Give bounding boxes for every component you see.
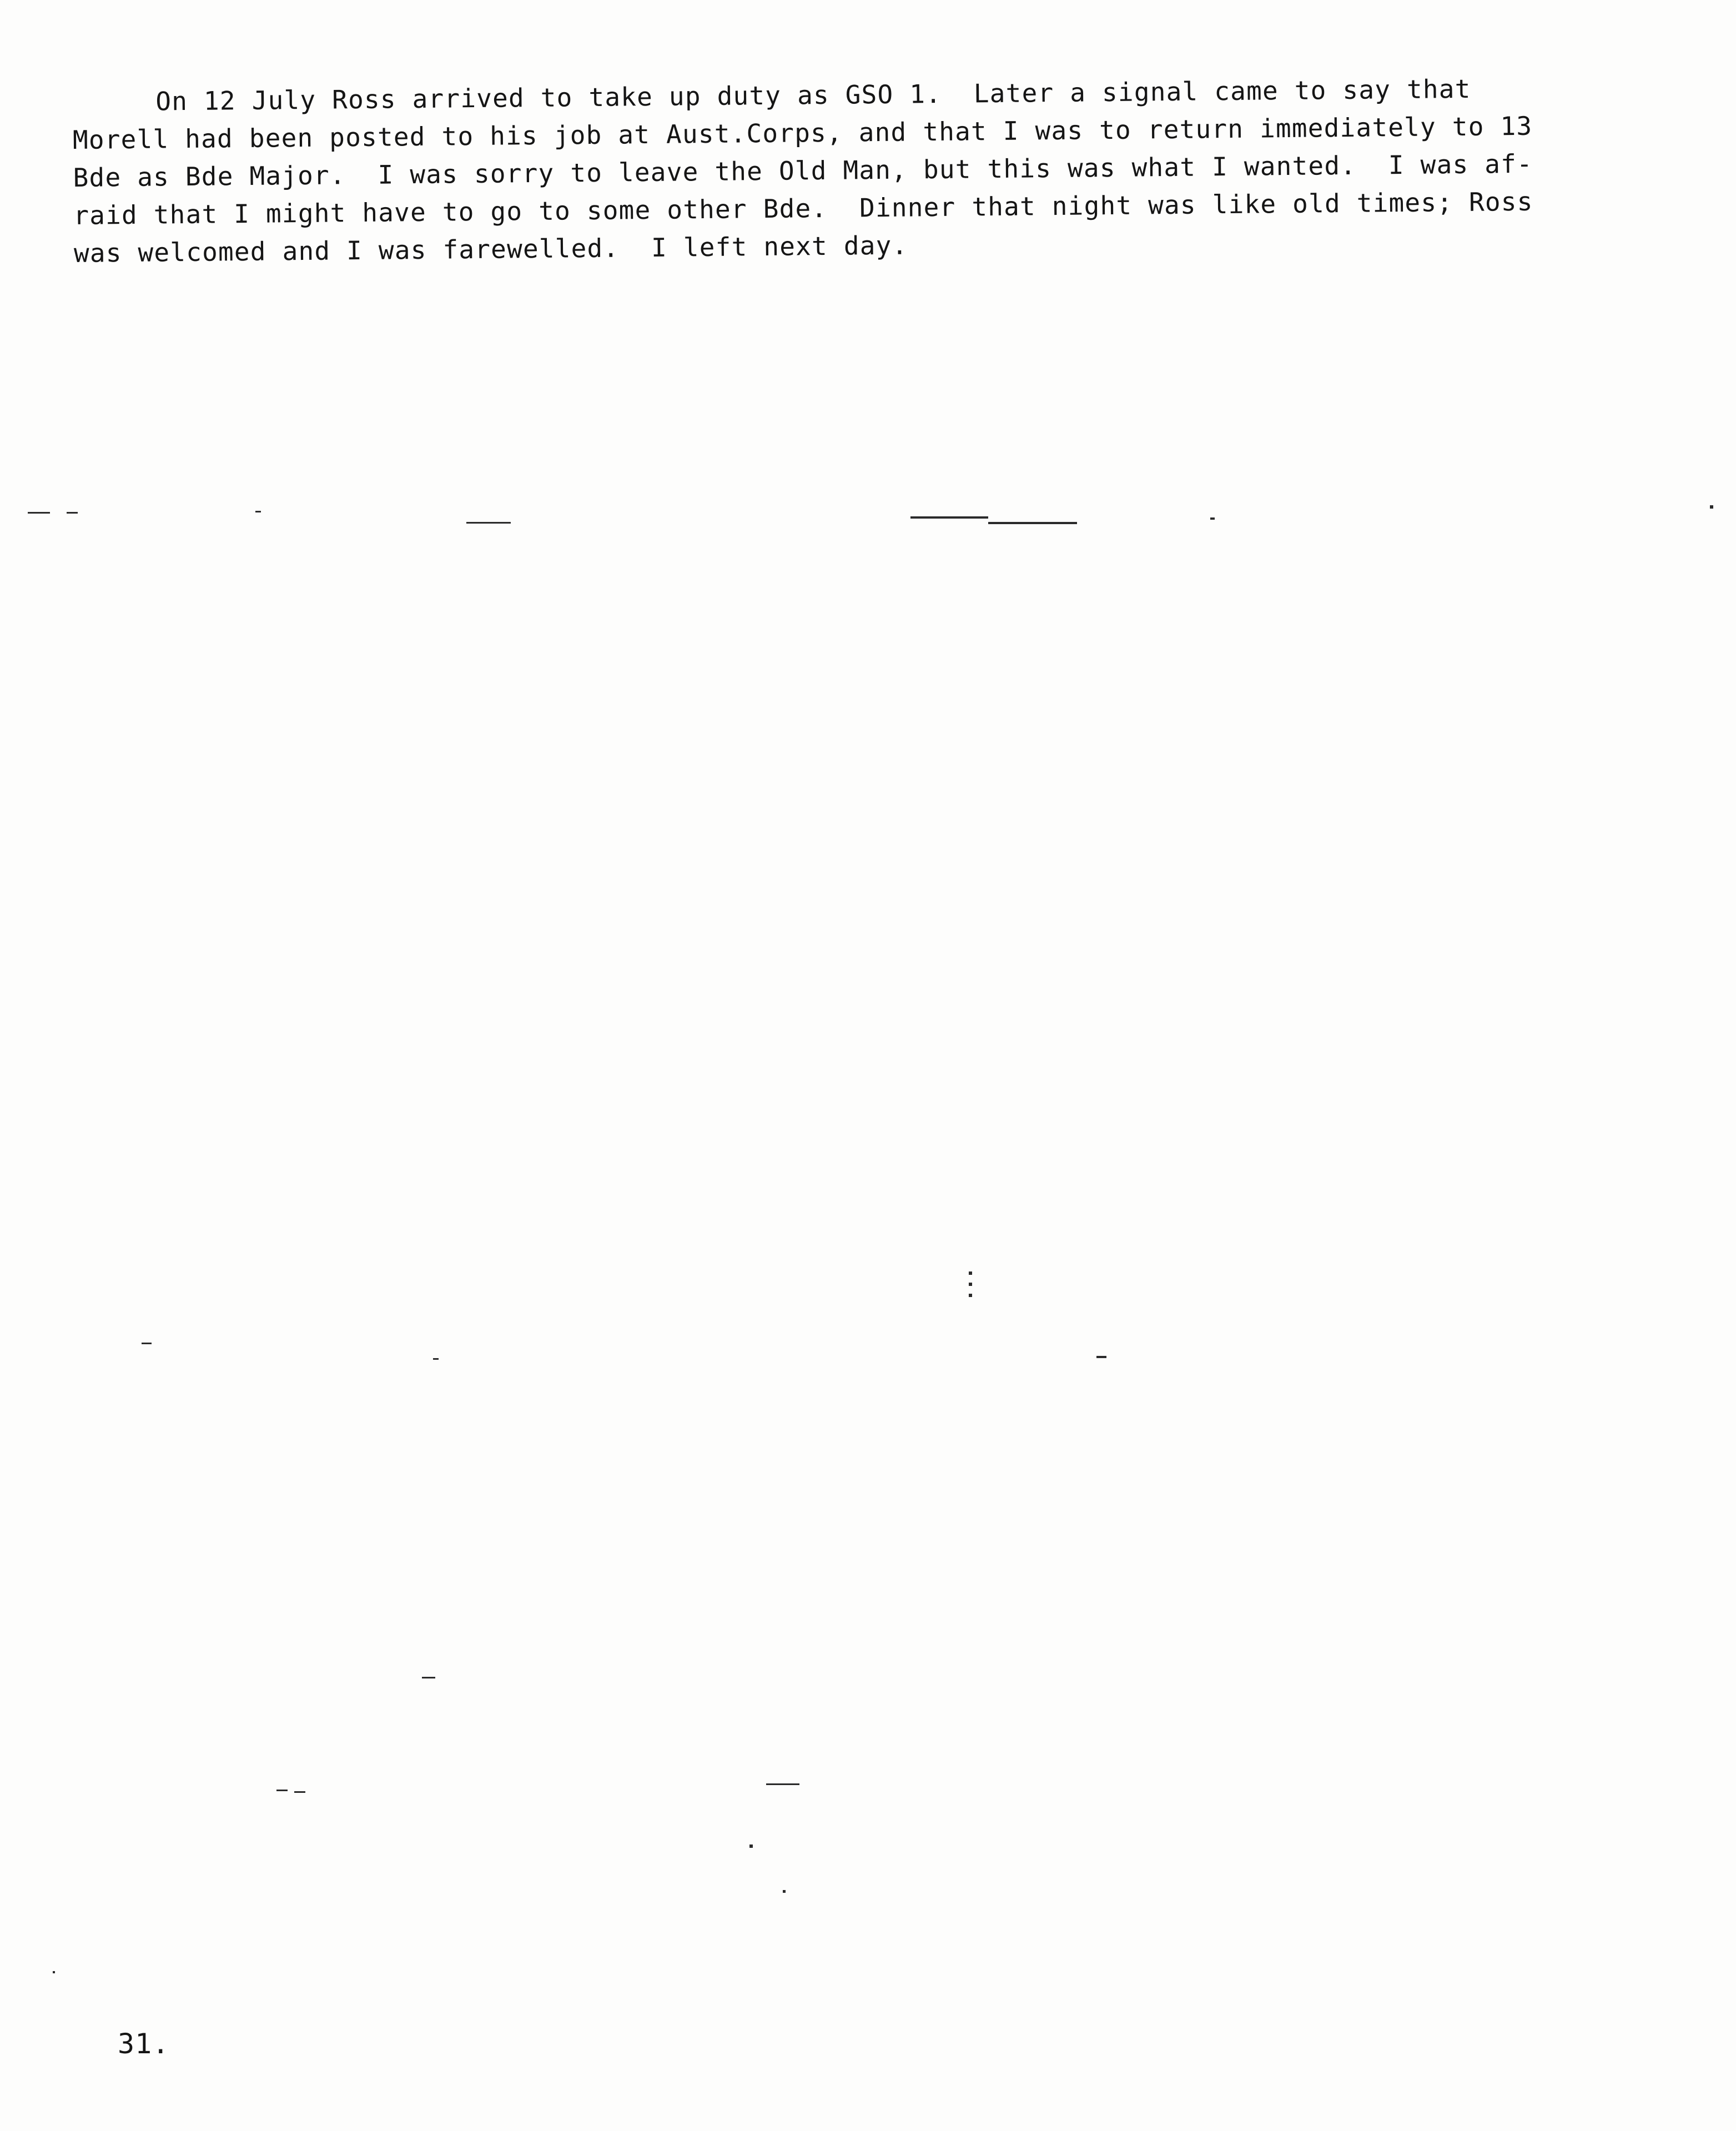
scan-mark	[766, 1783, 799, 1785]
paragraph-line: raid that I might have to go to some other Bde. Dinner that night was like old times; Ross	[73, 186, 1533, 230]
scan-mark	[1096, 1356, 1106, 1358]
scan-mark	[969, 1294, 972, 1297]
body-paragraph	[72, 68, 1628, 272]
scan-mark	[276, 1790, 288, 1791]
scan-mark	[910, 516, 988, 519]
scan-mark	[422, 1677, 435, 1678]
scan-mark	[53, 1971, 55, 1973]
paragraph-line: On 12 July Ross arrived to take up duty as GSO 1. Later a signal came to say that	[155, 73, 1471, 117]
scan-mark	[466, 522, 511, 524]
paragraph-line: Bde as Bde Major. I was sorry to leave the Old Man, but this was what I wanted. I was af-	[73, 148, 1533, 193]
page-number: 31.	[118, 2028, 170, 2060]
scan-mark	[67, 512, 78, 514]
scan-mark	[28, 512, 50, 514]
scan-mark	[969, 1271, 972, 1275]
scan-mark	[255, 511, 261, 512]
scan-mark	[1210, 517, 1215, 520]
paragraph-line: was welcomed and I was farewelled. I left next day.	[73, 230, 908, 268]
scan-mark	[749, 1844, 753, 1848]
scan-mark	[294, 1791, 305, 1793]
scan-mark	[433, 1358, 439, 1360]
scan-mark	[969, 1283, 972, 1286]
paragraph-line: Morell had been posted to his job at Aust.Corps, and that I was to return immediately to 13	[72, 110, 1533, 155]
scan-mark	[142, 1343, 152, 1344]
scan-mark	[1710, 505, 1713, 509]
scan-mark	[988, 522, 1077, 524]
scan-mark	[783, 1890, 786, 1893]
